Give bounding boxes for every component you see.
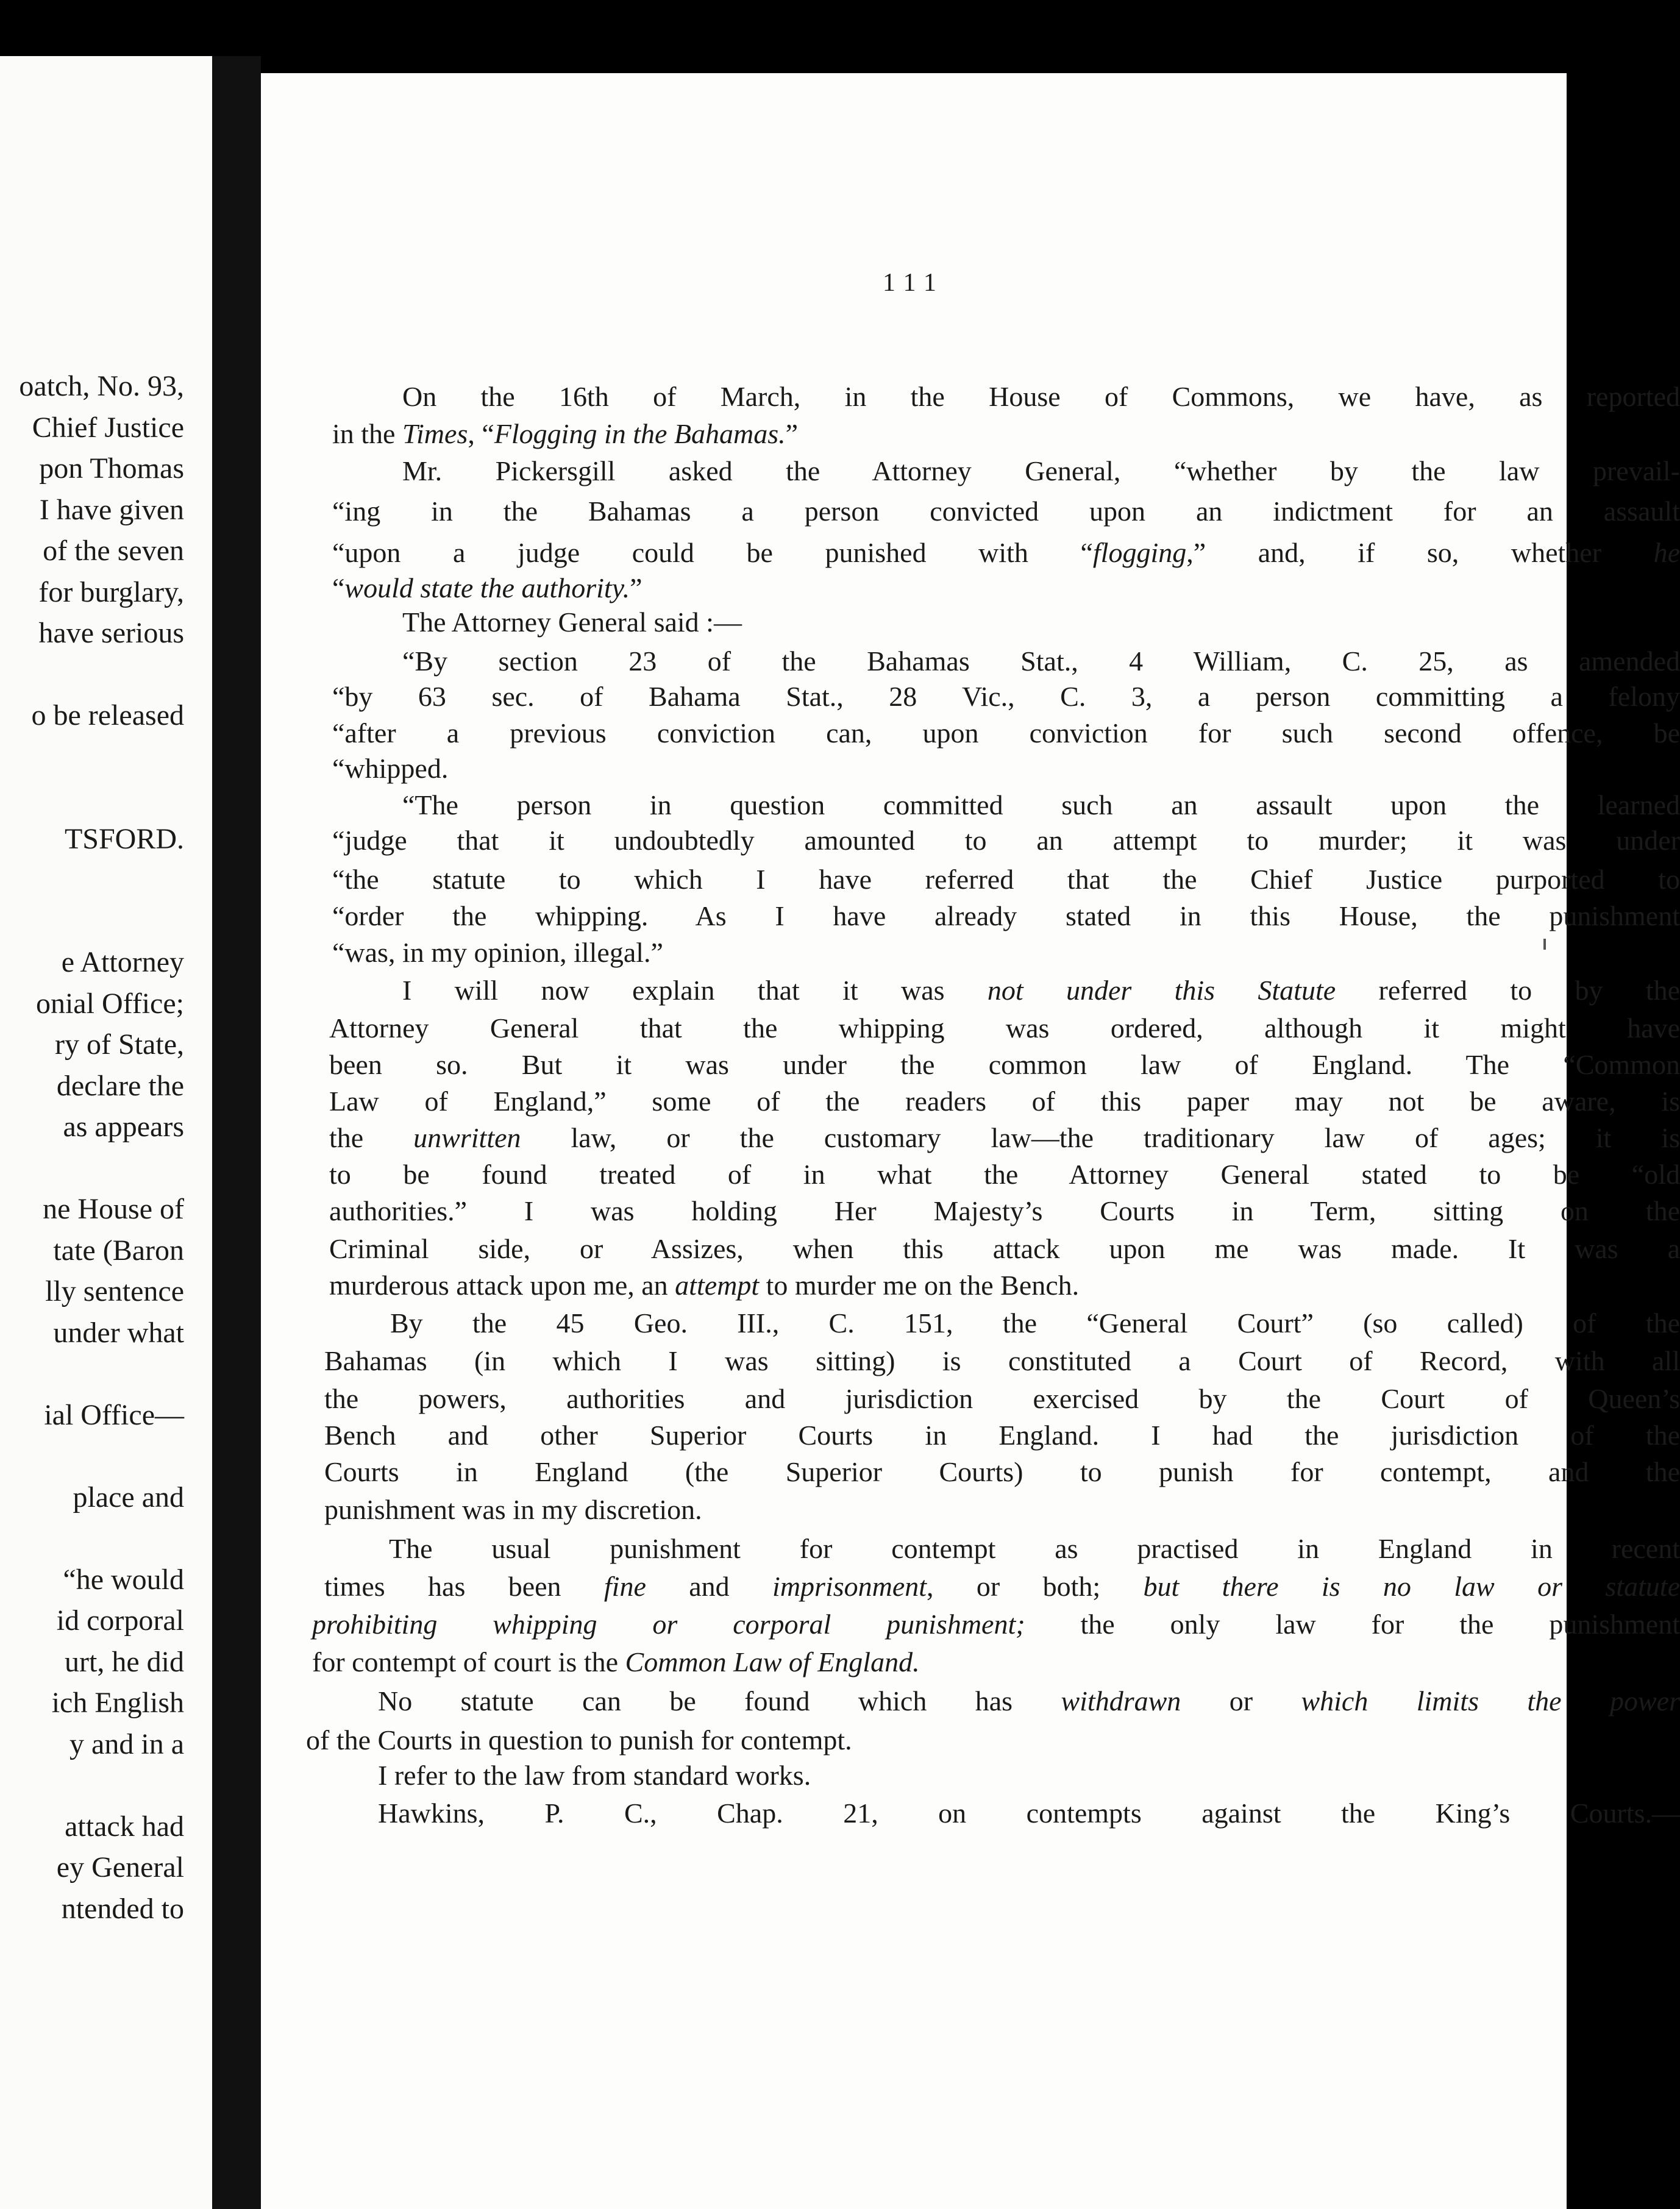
text-run: “whipped. — [332, 753, 449, 784]
facing-page-line: TSFORD. — [64, 822, 184, 855]
text-run: “By section 23 of the Bahamas Stat., 4 William, C. 25, as amended — [402, 646, 1680, 677]
facing-page-line: ich English — [51, 1687, 184, 1719]
text-run: the — [329, 1122, 414, 1153]
text-run: The Attorney General said :— — [402, 606, 742, 638]
italic-text: which limits the power — [1301, 1685, 1680, 1716]
text-line — [402, 647, 1680, 675]
text-line — [389, 1535, 1680, 1563]
facing-page-line: “he would — [63, 1563, 184, 1596]
facing-page-line: as appears — [63, 1111, 184, 1143]
italic-text: withdrawn — [1061, 1685, 1181, 1716]
text-run: Attorney General that the whipping was ordered, although it might have — [329, 1012, 1680, 1044]
text-line — [402, 608, 1114, 636]
text-run: Mr. Pickersgill asked the Attorney General, “whether by the law prevail- — [402, 455, 1680, 486]
italic-text: prohibiting whipping or corporal punishment; — [312, 1609, 1025, 1640]
facing-page-fragment — [0, 56, 212, 2209]
text-line — [324, 1385, 1680, 1413]
text-line — [332, 827, 1680, 855]
text-line — [324, 1573, 1680, 1601]
facing-page-line: ial Office— — [44, 1398, 184, 1431]
facing-page-line: onial Office; — [35, 987, 184, 1020]
text-run: to murder me on the Bench. — [759, 1270, 1080, 1301]
facing-page-line: have serious — [38, 617, 184, 649]
facing-page-line: lly sentence — [45, 1275, 184, 1307]
text-line — [324, 1421, 1680, 1450]
facing-page-line: I have given — [39, 493, 184, 526]
text-run: I will now explain that it was — [402, 975, 988, 1006]
text-line — [332, 574, 1114, 602]
document-page — [261, 73, 1680, 2209]
text-line — [324, 1458, 1680, 1486]
text-line — [390, 1309, 1680, 1337]
text-run: “order the whipping. As I have already stated in this House, the punishment — [332, 900, 1680, 931]
text-line — [329, 1087, 1680, 1115]
facing-page-line: attack had — [65, 1810, 184, 1843]
text-run: Law of England,” some of the readers of this paper may not be aware, is — [329, 1086, 1680, 1117]
text-run: , “ — [468, 418, 494, 449]
italic-text: unwritten — [413, 1122, 521, 1153]
text-run: the powers, authorities and jurisdiction exercised by the Court of Queen’s — [324, 1383, 1680, 1414]
text-run: times has been — [324, 1571, 604, 1602]
facing-page-line: of the seven — [43, 535, 184, 567]
text-line — [332, 939, 1053, 967]
italic-text: Common Law of England. — [625, 1646, 920, 1677]
text-run: ,” and, if so, whether — [1186, 537, 1654, 568]
text-run: Bench and other Superior Courts in England. I had the jurisdiction of the — [324, 1420, 1680, 1451]
italic-text: attempt — [675, 1270, 760, 1301]
facing-page-line: under what — [53, 1316, 184, 1349]
facing-page-line: ntended to — [61, 1892, 184, 1925]
text-run: been so. But it was under the common law of England. The “Common — [329, 1049, 1680, 1080]
text-line — [332, 866, 1680, 894]
text-run: the only law for the punishment — [1025, 1609, 1680, 1640]
facing-page-line: ry of State, — [55, 1028, 184, 1061]
text-run: “the statute to which I have referred that the Chief Justice purported to — [332, 864, 1680, 895]
text-run: , or both; — [927, 1571, 1144, 1602]
facing-page-line: ey General — [56, 1851, 184, 1884]
text-run: “The person in question committed such an assault upon the learned — [402, 789, 1680, 820]
facing-page-line: e Attorney — [61, 946, 184, 978]
text-run: in the — [332, 418, 402, 449]
facing-page-line: o be released — [31, 699, 184, 731]
italic-text: imprisonment — [772, 1571, 927, 1602]
text-line — [402, 383, 1680, 411]
text-line — [329, 1272, 1480, 1300]
text-line — [329, 1014, 1680, 1042]
text-run: Criminal side, or Assizes, when this attack upon me was made. It was a — [329, 1233, 1680, 1264]
text-run: of the Courts in question to punish for contempt. — [306, 1724, 852, 1755]
italic-text: he — [1653, 537, 1680, 568]
facing-page-line: place and — [73, 1481, 184, 1514]
text-line — [332, 755, 810, 783]
facing-page-line: ne House of — [43, 1193, 184, 1225]
text-line — [329, 1051, 1680, 1079]
text-line — [332, 539, 1680, 567]
facing-page-line: urt, he did — [65, 1645, 184, 1678]
text-line — [378, 1762, 1236, 1790]
text-run: law, or the customary law—the traditionary law of ages; it is — [521, 1122, 1680, 1153]
text-line — [329, 1197, 1680, 1225]
text-run: “judge that it undoubtedly amounted to an attempt to murder; it was under — [332, 825, 1680, 856]
facing-page-line: oatch, No. 93, — [19, 370, 184, 402]
text-line — [402, 791, 1680, 819]
facing-page-line: pon Thomas — [39, 452, 184, 485]
italic-text: not under this Statute — [987, 975, 1336, 1006]
text-line — [332, 420, 1480, 448]
text-run: “ — [332, 572, 345, 603]
facing-page-line: y and in a — [69, 1727, 184, 1760]
italic-text: but there is no law or statute — [1143, 1571, 1680, 1602]
text-line — [312, 1648, 1358, 1676]
facing-page-line: declare the — [56, 1069, 184, 1102]
text-run: Courts in England (the Superior Courts) to punish for contempt, and the — [324, 1456, 1680, 1487]
text-line — [329, 1235, 1680, 1263]
text-line — [402, 976, 1680, 1005]
italic-text: flogging — [1092, 537, 1187, 568]
text-line — [332, 719, 1680, 747]
text-line — [312, 1610, 1680, 1638]
page-number: 111 — [883, 269, 945, 297]
text-run: “ing in the Bahamas a person convicted upon an indictment for an assault — [332, 496, 1680, 527]
text-run: to be found treated of in what the Attorney General stated to be “old — [329, 1159, 1680, 1190]
text-run: Hawkins, P. C., Chap. 21, on contempts against the King’s Courts.— — [378, 1798, 1680, 1829]
text-line — [378, 1687, 1680, 1715]
text-run: for contempt of court is the — [312, 1646, 625, 1677]
text-run: “after a previous conviction can, upon conviction for such second offence, be — [332, 717, 1680, 749]
text-line — [332, 683, 1680, 711]
italic-text: would state the authority. — [344, 572, 630, 603]
text-run: By the 45 Geo. III., C. 151, the “General Court” (so called) of the — [390, 1307, 1680, 1339]
italic-text: fine — [603, 1571, 646, 1602]
text-line — [378, 1799, 1680, 1827]
facing-page-line: tate (Baron — [53, 1234, 184, 1267]
text-line — [332, 902, 1680, 930]
text-line — [329, 1161, 1680, 1189]
text-line — [324, 1496, 1114, 1524]
text-run: ” — [630, 572, 642, 603]
text-run: and — [646, 1571, 773, 1602]
text-line — [332, 497, 1680, 525]
italic-text: Times — [402, 418, 468, 449]
text-run: “by 63 sec. of Bahama Stat., 28 Vic., C. 3, a person committing a felony — [332, 681, 1680, 712]
text-run: The usual punishment for contempt as practised in England in recent — [389, 1533, 1680, 1564]
text-run: No statute can be found which has — [378, 1685, 1061, 1716]
facing-page-line: for burglary, — [38, 575, 184, 608]
text-run: Bahamas (in which I was sitting) is constituted a Court of Record, with all — [324, 1345, 1680, 1376]
italic-text: Flogging in the Bahamas. — [494, 418, 786, 449]
text-run: referred to by the — [1336, 975, 1680, 1006]
text-run: punishment was in my discretion. — [324, 1494, 702, 1525]
facing-page-line: Chief Justice — [32, 411, 184, 444]
text-line — [324, 1347, 1680, 1375]
text-line — [306, 1726, 1358, 1754]
text-line — [402, 457, 1680, 485]
text-run: On the 16th of March, in the House of Commons, we have, as reported — [402, 381, 1680, 412]
text-line — [329, 1124, 1680, 1152]
text-run: authorities.” I was holding Her Majesty’s Courts in Term, sitting on the — [329, 1195, 1680, 1226]
book-gutter — [212, 56, 261, 2209]
text-run: I refer to the law from standard works. — [378, 1760, 811, 1791]
text-run: murderous attack upon me, an — [329, 1270, 675, 1301]
page-edge-mark — [1543, 939, 1546, 950]
text-run: ” — [785, 418, 799, 449]
facing-page-line: id corporal — [56, 1604, 184, 1637]
text-run: “was, in my opinion, illegal.” — [332, 937, 663, 968]
text-run: or — [1181, 1685, 1301, 1716]
text-run: “upon a judge could be punished with “ — [332, 537, 1093, 568]
